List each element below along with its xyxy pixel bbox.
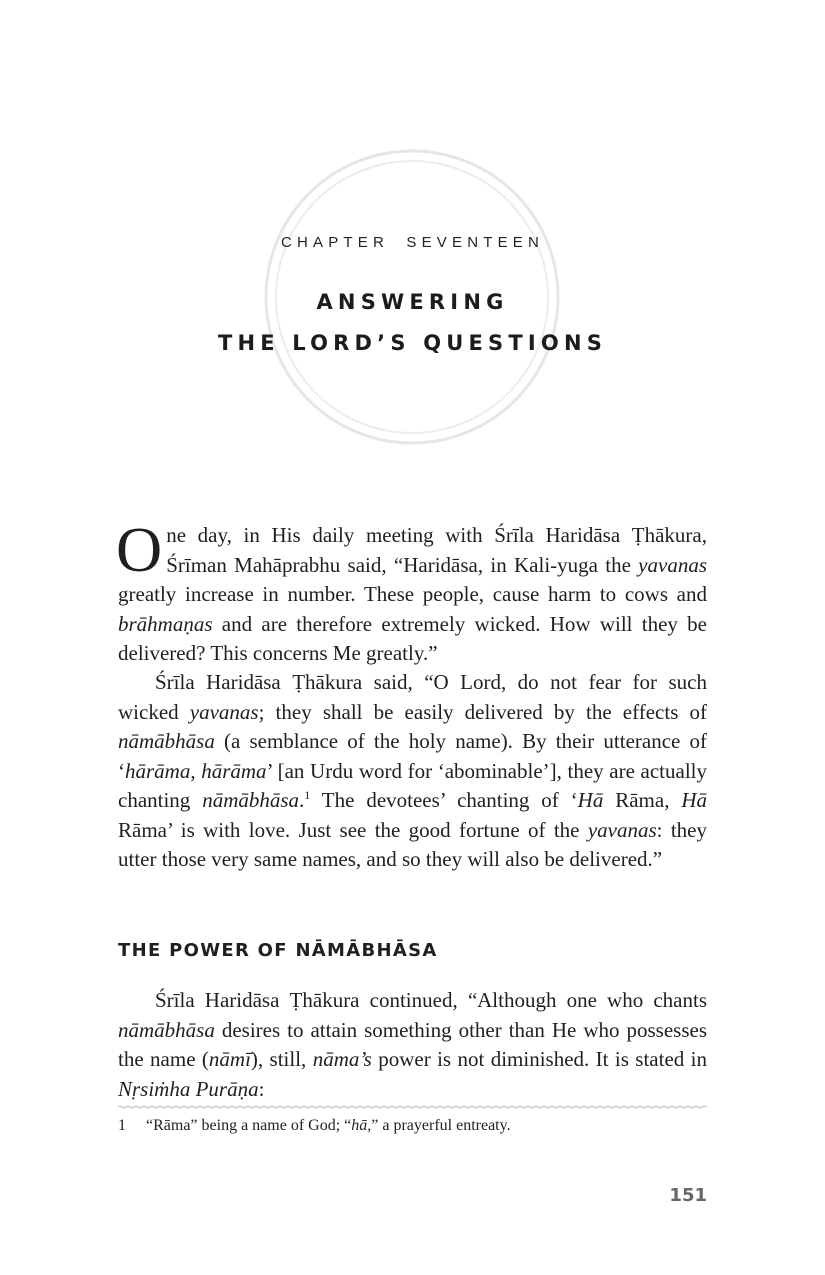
paragraph-1: One day, in His daily meeting with Śrīla Haridāsa Ṭhākura, Śrīman Mahāprabhu said, “Haridāsa, in Kali-yuga the yavanas greatly increase in number. These people, cause harm to cows and brāhmaṇas and are therefore extremely wicked. How will they be delivered? This concerns Me greatly.” (116, 514, 707, 665)
footnote: 1 “Rāma” being a name of God; “hā,” a prayerful entreaty. (118, 1117, 511, 1134)
paragraph-2: Śrīla Haridāsa Ṭhākura said, “O Lord, do not fear for such wicked yavanas; they shall be easily delivered by the effects of nāmābhāsa (a semblance of the holy name). By their utterance of ‘hārāma, hārāma’ [an Urdu word for ‘abominable’], they are actually chanting nāmābhāsa.$^1$ The devotees’ chanting of ‘Hā Rāma, Hā Rāma’ is with love. Just see the good fortune of the yavanas: they utter those very same names, and so they will also be delivered.” (118, 670, 708, 871)
chapter-title-line-1: ANSWERING (316, 290, 509, 314)
page-number: 151 (669, 1185, 707, 1206)
footnote-reference[interactable]: 1 (304, 788, 311, 802)
footnote-divider (118, 1104, 707, 1110)
drop-cap: O (116, 514, 163, 585)
chapter-label: CHAPTER SEVENTEEN (280, 234, 545, 251)
footnote-number: 1 (118, 1117, 126, 1134)
section-heading: THE POWER OF NĀMĀBHĀSA (118, 940, 438, 961)
chapter-title-line-2: THE LORD’S QUESTIONS (217, 331, 608, 355)
paragraph-3: Śrīla Haridāsa Ṭhākura continued, “Although one who chants nāmābhāsa desires to attain something other than He who possesses the name (nāmī), still, nāma’s power is not diminished. It is stated in Nṛsiṁha Purāṇa: (118, 988, 707, 1101)
